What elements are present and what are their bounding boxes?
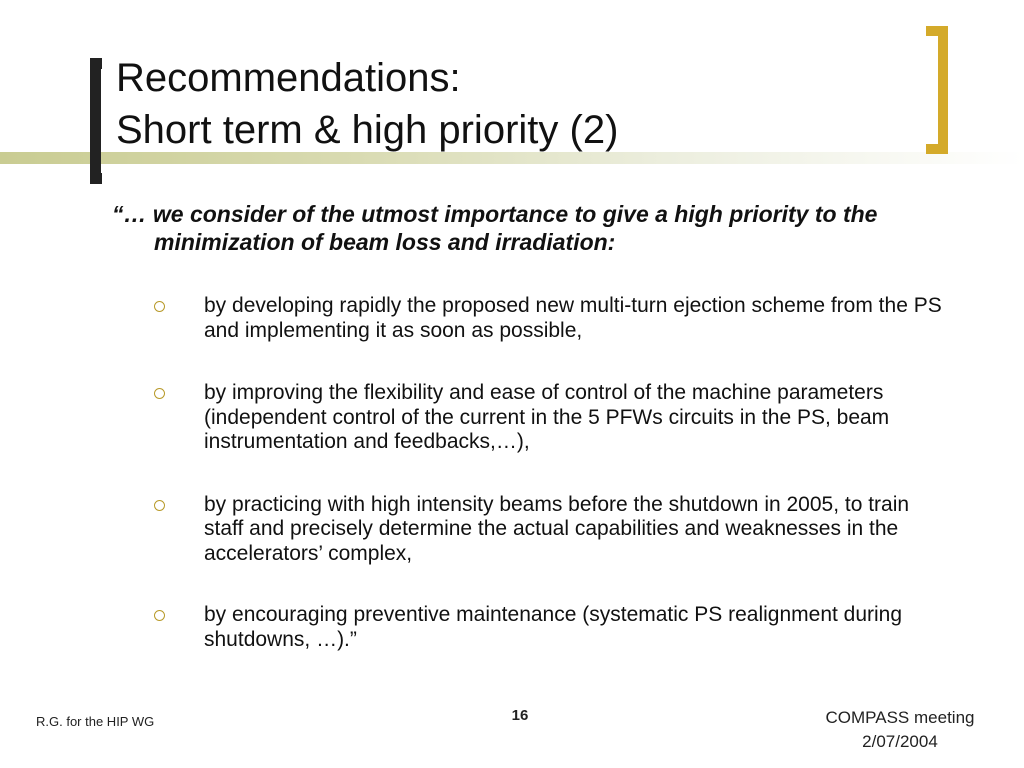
- hollow-circle-icon: [154, 301, 165, 312]
- quote-intro: “… we consider of the utmost importance to give a high priority to the minimization of beam loss and irradiation:: [112, 201, 878, 255]
- slide-title: [116, 52, 618, 156]
- footer-author: R.G. for the HIP WG: [36, 714, 155, 729]
- title-line-2: Short term & high priority (2): [116, 108, 619, 152]
- list-item: [154, 603, 954, 652]
- title-line-1: Recommendations:: [116, 56, 461, 100]
- page-number: 16: [511, 707, 529, 724]
- footer-event: [800, 706, 1000, 754]
- bullet-text: by improving the flexibility and ease of control of the machine parameters (independent control of the current in the 5 PFWs circuits in the PS, beam instrumentation and feedbacks,…),: [204, 381, 890, 453]
- footer-event-date: 2/07/2004: [862, 732, 938, 751]
- list-item: [154, 294, 954, 343]
- hollow-circle-icon: [154, 610, 165, 621]
- bullet-text: by practicing with high intensity beams before the shutdown in 2005, to train staff and precisely determine the actual capabilities and weaknesses in the accelerators’ complex,: [204, 492, 910, 565]
- footer-event-name: COMPASS meeting: [825, 708, 975, 727]
- bullet-list: [154, 294, 954, 652]
- left-bracket-decoration: [90, 58, 102, 184]
- bullet-text: by developing rapidly the proposed new multi-turn ejection scheme from the PS and implementing it as soon as possible,: [204, 294, 942, 342]
- right-bracket-decoration: [926, 26, 948, 154]
- hollow-circle-icon: [154, 500, 165, 511]
- list-item: [154, 493, 954, 567]
- list-item: [154, 381, 954, 455]
- hollow-circle-icon: [154, 388, 165, 399]
- bullet-text: by encouraging preventive maintenance (systematic PS realignment during shutdowns, …).”: [204, 603, 903, 651]
